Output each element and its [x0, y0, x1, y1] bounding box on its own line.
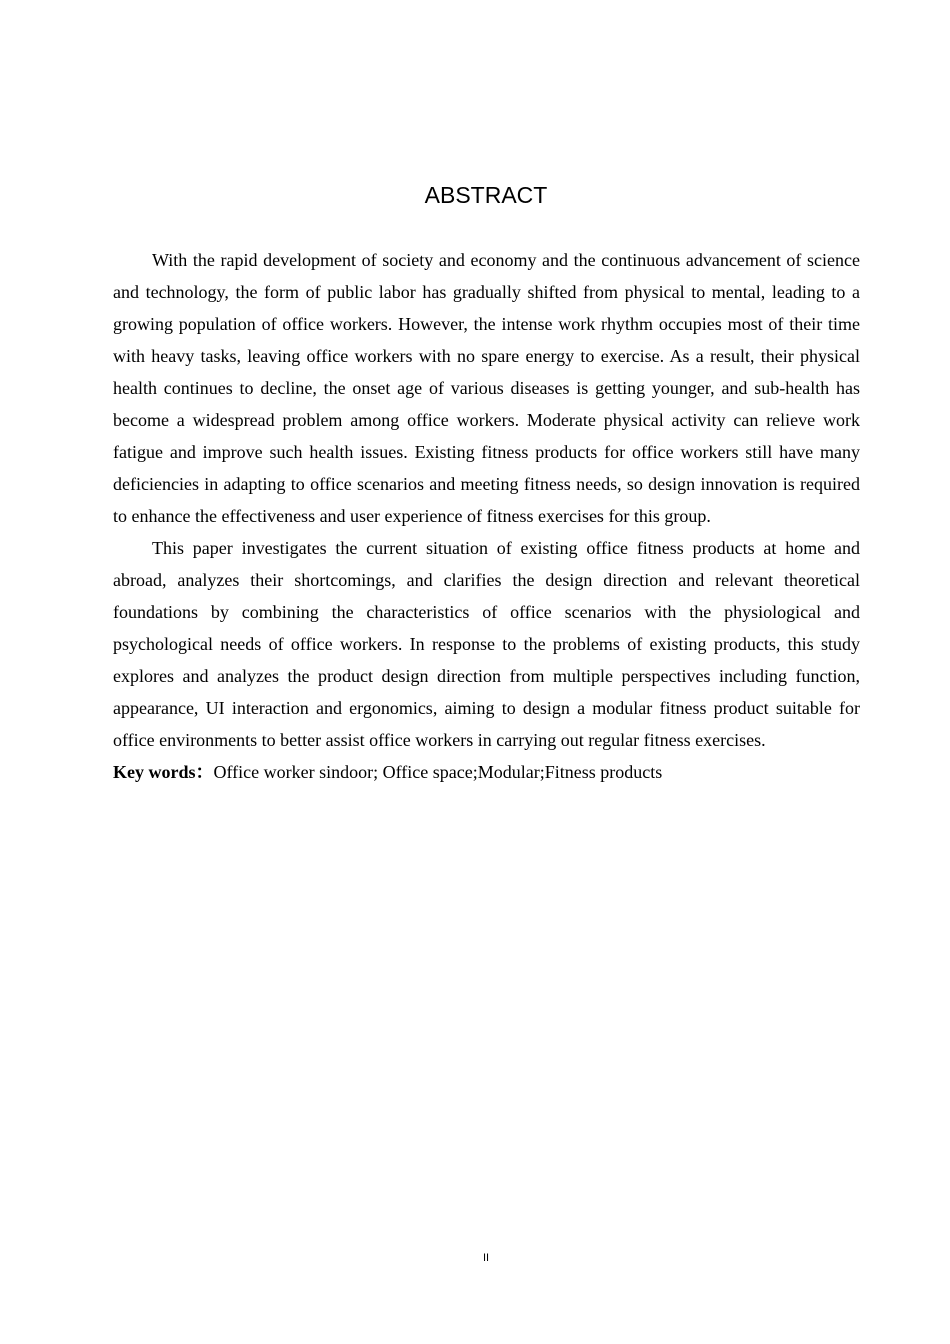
keywords-label: Key words： — [113, 762, 214, 782]
abstract-paragraph-1: With the rapid development of society and economy and the continuous advancement of science and technology, the form of public labor has gradually shifted from physical to mental, leading to a growing population of office workers. However, the intense work rhythm occupies most of their time with heavy tasks, leaving office workers with no spare energy to exercise. As a result, their physical health continues to decline, the onset age of various diseases is getting younger, and sub-health has become a widespread problem among office workers. Moderate physical activity can relieve work fatigue and improve such health issues. Existing fitness products for office workers still have many deficiencies in adapting to office scenarios and meeting fitness needs, so design innovation is required to enhance the effectiveness and user experience of fitness exercises for this group. — [113, 250, 860, 526]
page-number: II — [482, 1252, 490, 1264]
abstract-body — [113, 244, 860, 788]
abstract-title: ABSTRACT — [424, 182, 548, 208]
abstract-paragraph-2: This paper investigates the current situation of existing office fitness products at home and abroad, analyzes their shortcomings, and clarifies the design direction and relevant theoretical foundations by combining the characteristics of office scenarios with the physiological and psychological needs of office workers. In response to the problems of existing products, this study explores and analyzes the product design direction from multiple perspectives including function, appearance, UI interaction and ergonomics, aiming to design a modular fitness product suitable for office environments to better assist office workers in carrying out regular fitness exercises. — [113, 538, 860, 750]
keywords-line — [113, 756, 860, 788]
keywords-text: Office worker sindoor; Office space;Modular;Fitness products — [213, 762, 663, 782]
